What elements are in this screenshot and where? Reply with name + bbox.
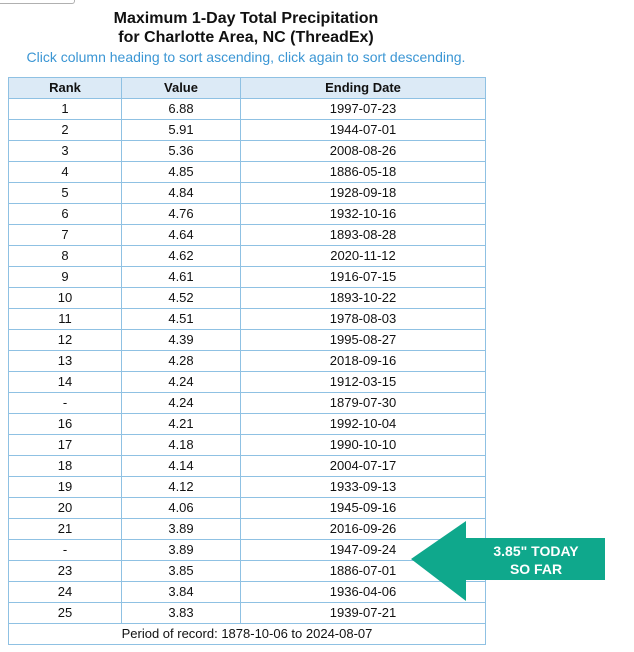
rank-cell: 2 bbox=[9, 120, 122, 141]
rank-cell: 21 bbox=[9, 519, 122, 540]
ending-date-cell: 1939-07-21 bbox=[241, 603, 486, 624]
table-row bbox=[9, 330, 486, 351]
ending-date-cell: 1879-07-30 bbox=[241, 393, 486, 414]
value-cell: 4.18 bbox=[122, 435, 241, 456]
table-row bbox=[9, 267, 486, 288]
today-callout bbox=[411, 521, 607, 601]
value-cell: 3.84 bbox=[122, 582, 241, 603]
rank-cell: 5 bbox=[9, 183, 122, 204]
rank-cell: 18 bbox=[9, 456, 122, 477]
table-row bbox=[9, 603, 486, 624]
value-cell: 4.21 bbox=[122, 414, 241, 435]
ending-date-cell: 1992-10-04 bbox=[241, 414, 486, 435]
rank-cell: 7 bbox=[9, 225, 122, 246]
rank-cell: 3 bbox=[9, 141, 122, 162]
previous-window-corner bbox=[0, 0, 75, 4]
value-cell: 6.88 bbox=[122, 99, 241, 120]
rank-cell: 12 bbox=[9, 330, 122, 351]
ending-date-cell: 1886-07-01 bbox=[241, 561, 486, 582]
page-title-line-1: Maximum 1-Day Total Precipitation bbox=[113, 10, 379, 27]
callout-line-2: SO FAR bbox=[509, 561, 563, 577]
column-header-ending-date[interactable]: Ending Date bbox=[241, 78, 486, 99]
rank-cell: 25 bbox=[9, 603, 122, 624]
value-cell: 4.24 bbox=[122, 372, 241, 393]
table-row bbox=[9, 246, 486, 267]
value-cell: 4.84 bbox=[122, 183, 241, 204]
value-cell: 3.89 bbox=[122, 519, 241, 540]
value-cell: 5.36 bbox=[122, 141, 241, 162]
rank-cell: 10 bbox=[9, 288, 122, 309]
rank-cell: - bbox=[9, 540, 122, 561]
table-row bbox=[9, 204, 486, 225]
table-row bbox=[9, 414, 486, 435]
table-row bbox=[9, 225, 486, 246]
ending-date-cell: 1932-10-16 bbox=[241, 204, 486, 225]
value-cell: 5.91 bbox=[122, 120, 241, 141]
ending-date-cell: 1978-08-03 bbox=[241, 309, 486, 330]
ending-date-cell: 1944-07-01 bbox=[241, 120, 486, 141]
value-cell: 4.64 bbox=[122, 225, 241, 246]
ending-date-cell: 1893-10-22 bbox=[241, 288, 486, 309]
column-header-value[interactable]: Value bbox=[122, 78, 241, 99]
value-cell: 4.85 bbox=[122, 162, 241, 183]
table-row bbox=[9, 498, 486, 519]
table-row bbox=[9, 435, 486, 456]
table-row bbox=[9, 183, 486, 204]
rank-cell: 20 bbox=[9, 498, 122, 519]
ending-date-cell: 1997-07-23 bbox=[241, 99, 486, 120]
table-row bbox=[9, 288, 486, 309]
value-cell: 3.89 bbox=[122, 540, 241, 561]
table-row bbox=[9, 477, 486, 498]
value-cell: 4.06 bbox=[122, 498, 241, 519]
ending-date-cell: 2020-11-12 bbox=[241, 246, 486, 267]
ending-date-cell: 1916-07-15 bbox=[241, 267, 486, 288]
value-cell: 4.39 bbox=[122, 330, 241, 351]
rank-cell: 11 bbox=[9, 309, 122, 330]
table-row bbox=[9, 351, 486, 372]
value-cell: 4.28 bbox=[122, 351, 241, 372]
value-cell: 3.85 bbox=[122, 561, 241, 582]
table-row bbox=[9, 120, 486, 141]
value-cell: 4.62 bbox=[122, 246, 241, 267]
rank-cell: 8 bbox=[9, 246, 122, 267]
ending-date-cell: 2008-08-26 bbox=[241, 141, 486, 162]
ending-date-cell: 1886-05-18 bbox=[241, 162, 486, 183]
rank-cell: 23 bbox=[9, 561, 122, 582]
ending-date-cell: 1945-09-16 bbox=[241, 498, 486, 519]
rank-cell: 16 bbox=[9, 414, 122, 435]
table-row bbox=[9, 99, 486, 120]
rank-cell: 9 bbox=[9, 267, 122, 288]
ending-date-cell: 1990-10-10 bbox=[241, 435, 486, 456]
ending-date-cell: 1933-09-13 bbox=[241, 477, 486, 498]
value-cell: 4.12 bbox=[122, 477, 241, 498]
value-cell: 3.83 bbox=[122, 603, 241, 624]
table-header-row bbox=[9, 78, 486, 99]
callout-text bbox=[471, 542, 601, 578]
table-row bbox=[9, 162, 486, 183]
rank-cell: 6 bbox=[9, 204, 122, 225]
table-row bbox=[9, 141, 486, 162]
ending-date-cell: 1893-08-28 bbox=[241, 225, 486, 246]
value-cell: 4.14 bbox=[122, 456, 241, 477]
period-of-record: Period of record: 1878-10-06 to 2024-08-07 bbox=[9, 624, 486, 645]
rank-cell: 4 bbox=[9, 162, 122, 183]
rank-cell: 14 bbox=[9, 372, 122, 393]
value-cell: 4.24 bbox=[122, 393, 241, 414]
table-row bbox=[9, 372, 486, 393]
table-footer-row bbox=[9, 624, 486, 645]
value-cell: 4.51 bbox=[122, 309, 241, 330]
rank-cell: 1 bbox=[9, 99, 122, 120]
sort-hint: Click column heading to sort ascending, click again to sort descending. bbox=[26, 49, 466, 65]
ending-date-cell: 1947-09-24 bbox=[241, 540, 486, 561]
rank-cell: 19 bbox=[9, 477, 122, 498]
ending-date-cell: 1936-04-06 bbox=[241, 582, 486, 603]
value-cell: 4.76 bbox=[122, 204, 241, 225]
value-cell: 4.61 bbox=[122, 267, 241, 288]
callout-line-1: 3.85" TODAY bbox=[493, 543, 579, 559]
ending-date-cell: 1928-09-18 bbox=[241, 183, 486, 204]
ending-date-cell: 2016-09-26 bbox=[241, 519, 486, 540]
rank-cell: 13 bbox=[9, 351, 122, 372]
page-title-line-2: for Charlotte Area, NC (ThreadEx) bbox=[118, 29, 374, 46]
value-cell: 4.52 bbox=[122, 288, 241, 309]
rank-cell: - bbox=[9, 393, 122, 414]
table-row bbox=[9, 393, 486, 414]
table-row bbox=[9, 456, 486, 477]
rank-cell: 17 bbox=[9, 435, 122, 456]
ending-date-cell: 2004-07-17 bbox=[241, 456, 486, 477]
column-header-rank[interactable]: Rank bbox=[9, 78, 122, 99]
rank-cell: 24 bbox=[9, 582, 122, 603]
ending-date-cell: 1912-03-15 bbox=[241, 372, 486, 393]
ending-date-cell: 2018-09-16 bbox=[241, 351, 486, 372]
table-row bbox=[9, 309, 486, 330]
ending-date-cell: 1995-08-27 bbox=[241, 330, 486, 351]
